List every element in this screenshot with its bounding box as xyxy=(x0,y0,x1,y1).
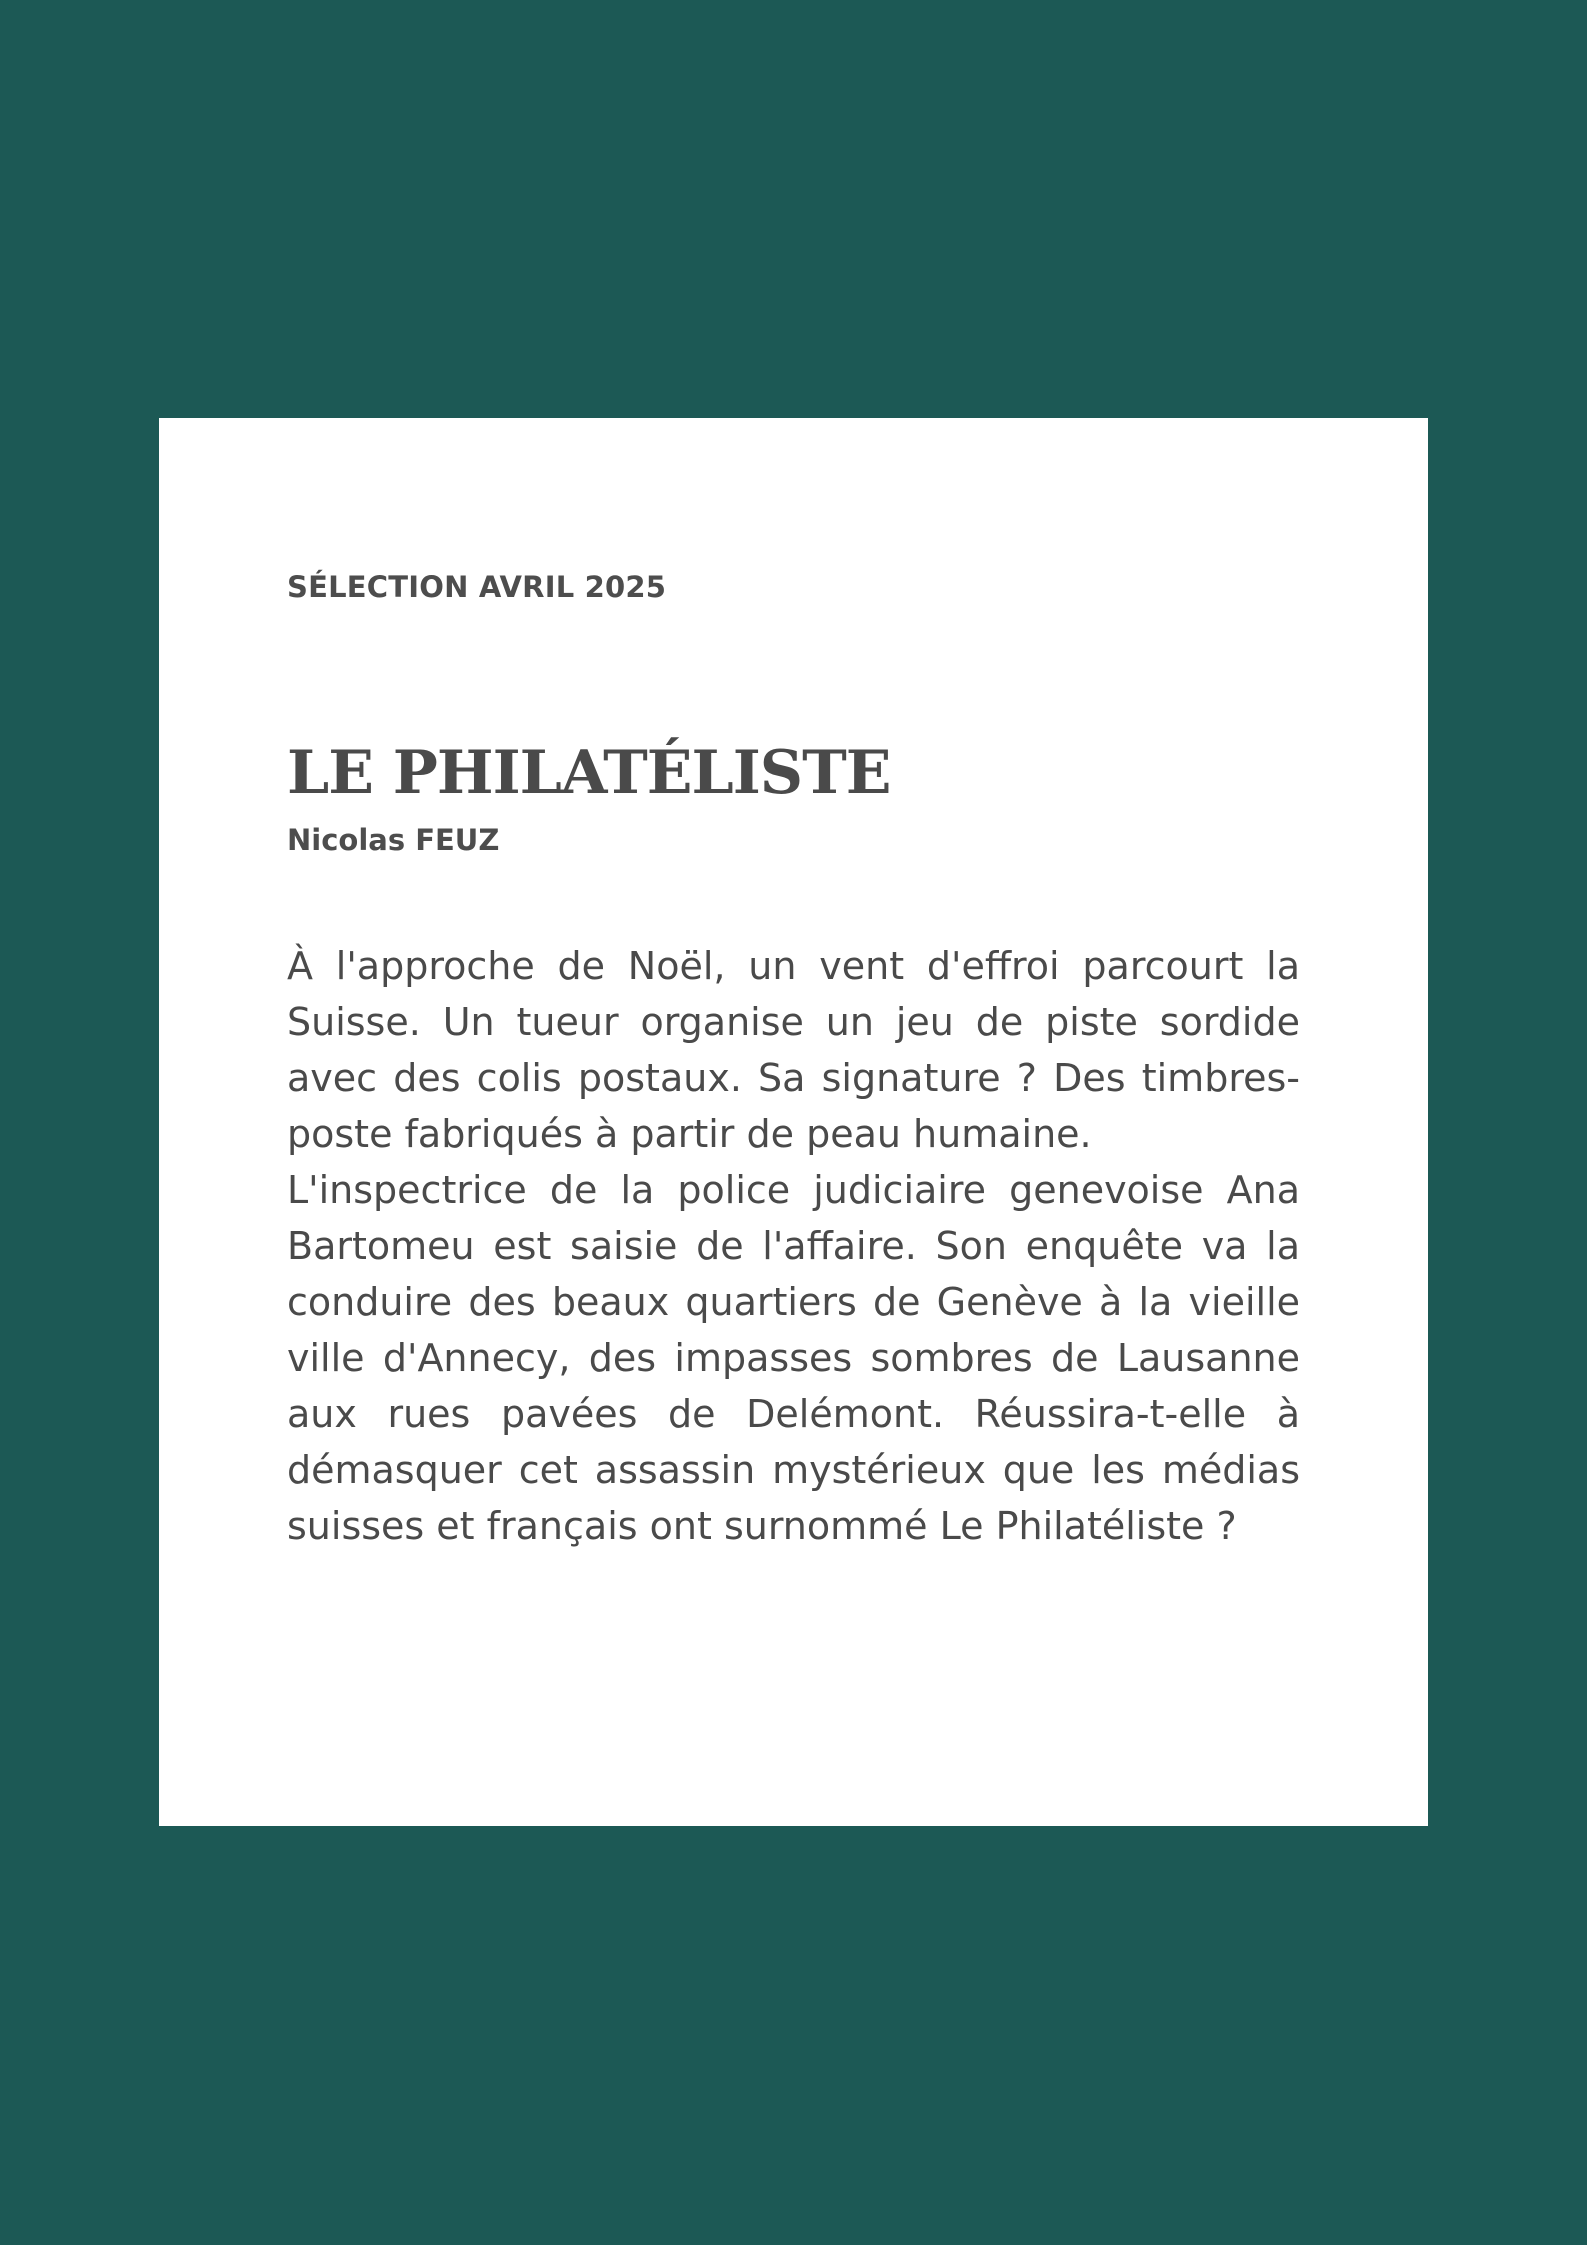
selection-label: SÉLECTION AVRIL 2025 xyxy=(287,570,667,604)
summary-paragraph: L'inspectrice de la police judiciaire genevoise Ana Bartomeu est saisie de l'affaire. Son enquête va la conduire des beaux quartiers de Genève à la vieille ville d'Annecy, des impasses sombres de Lausanne aux rues pavées de Delémont. Réussira-t-elle à démasquer cet assassin mystérieux que les médias suisses et français ont surnommé Le Philatéliste ? xyxy=(287,1168,1300,1548)
book-title: LE PHILATÉLISTE xyxy=(287,738,891,808)
summary-paragraph: À l'approche de Noël, un vent d'effroi parcourt la Suisse. Un tueur organise un jeu de piste sordide avec des colis postaux. Sa signature ? Des timbres-poste fabriqués à partir de peau humaine. xyxy=(287,944,1300,1156)
book-summary xyxy=(287,938,1300,1554)
book-card xyxy=(159,418,1428,1826)
book-author: Nicolas FEUZ xyxy=(287,823,500,857)
